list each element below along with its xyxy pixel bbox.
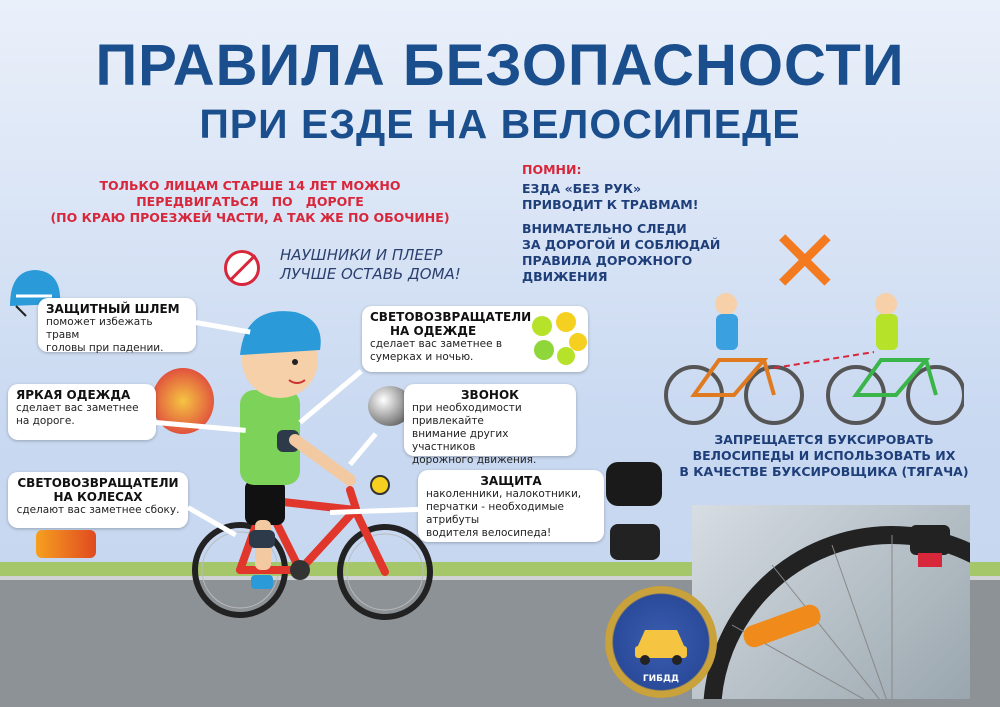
poster-subtitle: ПРИ ЕЗДЕ НА ВЕЛОСИПЕДЕ <box>199 101 801 147</box>
callout-heading: СВЕТОВОЗВРАЩАТЕЛИ <box>370 310 532 324</box>
callout-text: головы при падении. <box>46 342 164 354</box>
headphones-line: ЛУЧШЕ ОСТАВЬ ДОМА! <box>280 265 461 283</box>
age-rule-line: (ПО КРАЮ ПРОЕЗЖЕЙ ЧАСТИ, А ТАК ЖЕ ПО ОБОЧИНЕ) <box>50 210 450 225</box>
poster-title: ПРАВИЛА БЕЗОПАСНОСТИ <box>95 33 905 98</box>
wheel-reflectors-callout <box>8 472 188 528</box>
callout-text: перчатки - необходимые атрибуты <box>426 501 564 526</box>
callout-text: дорожного движения. <box>412 454 537 466</box>
callout-heading: ЗВОНОК <box>461 388 519 402</box>
callout-text: водителя велосипеда! <box>426 527 552 539</box>
callout-heading: НА ОДЕЖДЕ <box>390 324 477 338</box>
callout-text: сделают вас заметнее сбоку. <box>16 504 180 516</box>
watch-road-line: ПРАВИЛА ДОРОЖНОГО <box>522 253 693 268</box>
callout-heading: СВЕТОВОЗВРАЩАТЕЛИ <box>17 476 179 490</box>
no-hands-line: ПРИВОДИТ К ТРАВМАМ! <box>522 197 699 212</box>
reflector-badges-icon <box>522 308 590 368</box>
gibdd-emblem <box>605 586 717 698</box>
callout-text: наколенники, налокотники, <box>426 488 582 500</box>
knee-pad <box>249 530 275 548</box>
wheel-reflector-photo <box>36 530 96 558</box>
towing-line: ЗАПРЕЩАЕТСЯ БУКСИРОВАТЬ <box>714 432 934 447</box>
callout-text: сумерках и ночью. <box>370 351 474 363</box>
car-emblem-icon <box>631 616 691 666</box>
watch-road-line: ЗА ДОРОГОЙ И СОБЛЮДАЙ <box>522 237 721 252</box>
knee-pads-icon <box>606 462 662 506</box>
towing-line: ВЕЛОСИПЕДЫ И ИСПОЛЬЗОВАТЬ ИХ <box>692 448 956 463</box>
headphones-line: НАУШНИКИ И ПЛЕЕР <box>280 246 443 264</box>
towing-bicycles-illustration <box>664 290 964 430</box>
helmet <box>240 311 321 355</box>
callout-heading: ЯРКАЯ ОДЕЖДА <box>16 388 131 402</box>
headphones-note <box>280 246 461 284</box>
callout-text: на дороге. <box>16 415 75 427</box>
callout-text: поможет избежать травм <box>46 316 153 341</box>
age-rule-note <box>20 178 480 226</box>
age-rule-line: ТОЛЬКО ЛИЦАМ СТАРШЕ 14 ЛЕТ МОЖНО <box>99 178 401 193</box>
helmet-callout <box>38 298 196 352</box>
towing-warning <box>664 432 984 480</box>
no-hands-line: ЕЗДА «БЕЗ РУК» <box>522 181 642 196</box>
no-headphones-icon <box>224 250 260 286</box>
bicycle-wheel-photo <box>692 505 970 699</box>
towing-line: В КАЧЕСТВЕ БУКСИРОВЩИКА (ТЯГАЧА) <box>679 464 969 479</box>
callout-heading: ЗАЩИТА <box>480 474 542 488</box>
callout-text: внимание других участников <box>412 428 509 453</box>
callout-text: сделает вас заметнее <box>16 402 139 414</box>
callout-heading: ЗАЩИТНЫЙ ШЛЕМ <box>46 302 180 316</box>
age-rule-line: ПЕРЕДВИГАТЬСЯ ПО ДОРОГЕ <box>136 194 364 209</box>
wheel-reflector-photo-large <box>692 505 970 699</box>
callout-text: сделает вас заметнее в <box>370 338 503 350</box>
watch-road-line: ДВИЖЕНИЯ <box>522 269 608 284</box>
prohibited-cross-icon: ✕ <box>768 210 842 313</box>
remember-heading: ПОМНИ: <box>522 162 582 177</box>
bright-clothes-callout <box>8 384 156 440</box>
front-light <box>371 476 389 494</box>
badge-label: ГИБДД <box>642 674 680 684</box>
callout-heading: НА КОЛЕСАХ <box>53 490 143 504</box>
bell-callout <box>404 384 576 466</box>
gloves-icon <box>610 524 660 560</box>
remember-block <box>522 162 720 285</box>
protection-callout <box>418 470 604 542</box>
watch-road-line: ВНИМАТЕЛЬНО СЛЕДИ <box>522 221 687 236</box>
callout-text: при необходимости привлекайте <box>412 402 522 427</box>
